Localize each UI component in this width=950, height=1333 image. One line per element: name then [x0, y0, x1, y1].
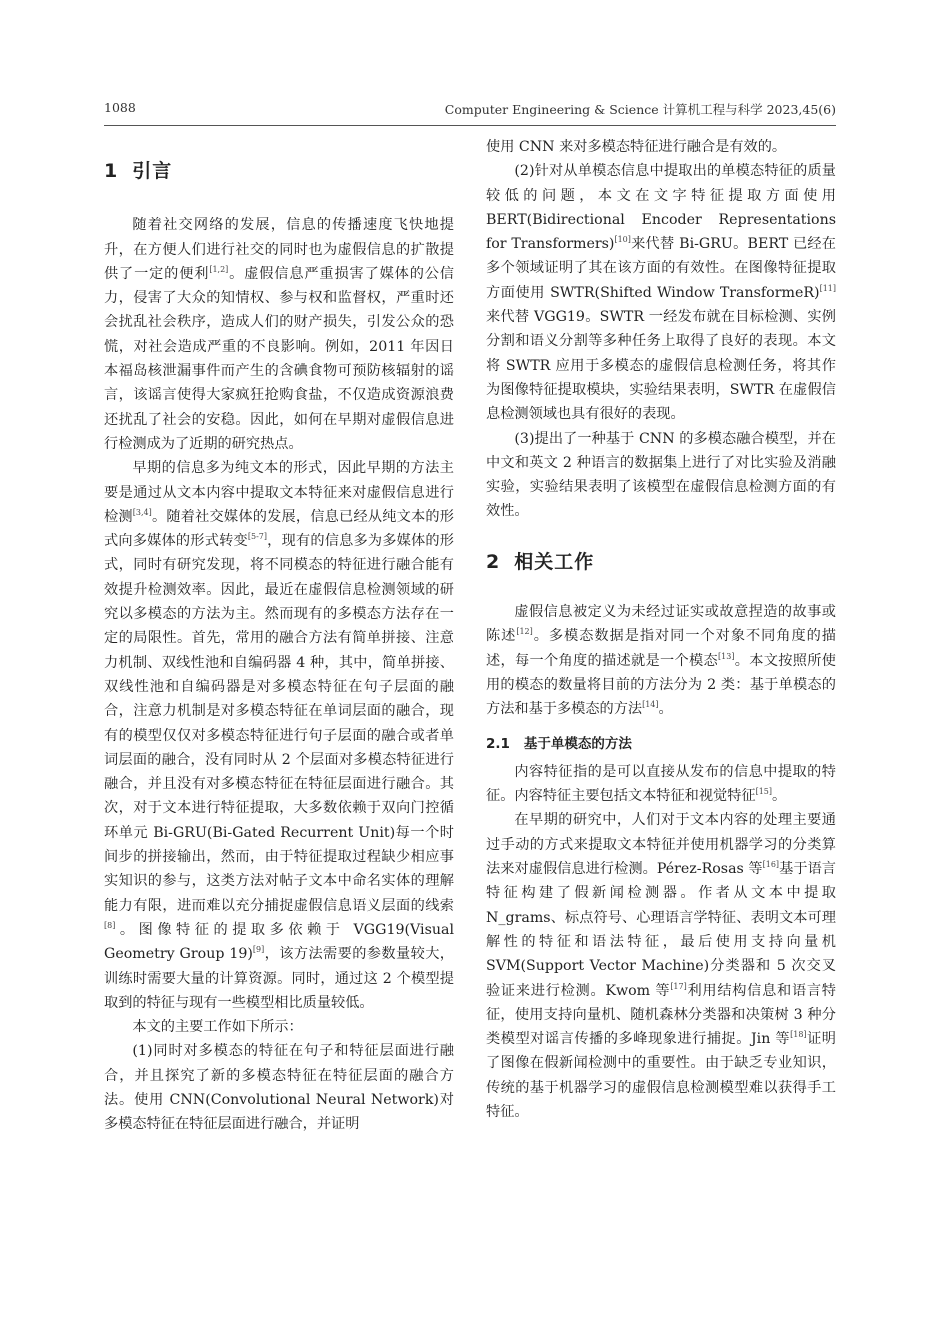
- paragraph: 内容特征指的是可以直接从发布的信息中提取的特征。内容特征主要包括文本特征和视觉特征[15]。: [486, 763, 836, 805]
- citation: [14]: [642, 700, 659, 710]
- right-column: [486, 135, 836, 1124]
- citation: [3,4]: [132, 507, 152, 517]
- section-title: 引言: [132, 160, 173, 182]
- citation: [8]: [104, 920, 116, 930]
- journal-info: Computer Engineering & Science 计算机工程与科学 2023,45(6): [444, 102, 836, 117]
- header-rule: [104, 125, 836, 126]
- section-number: 1: [104, 160, 119, 182]
- page-number: 1088: [104, 100, 136, 115]
- section-2-heading: [486, 550, 836, 574]
- paragraph: 随着社交网络的发展，信息的传播速度飞快地提升，在方便人们进行社交的同时也为虚假信息的扩散提供了一定的便利[1,2]。虚假信息严重损害了媒体的公信力，侵害了大众的知情权、参与权和监督权，严重时还会扰乱社会秩序，造成人们的财产损失，引发公众的恐慌，对社会造成严重的不良影响。例如，2011 年因日本福岛核泄漏事件而产生的含碘食物可预防核辐射的谣言，该谣言使得大家疯狂抢购食盐，不仅造成资源浪费还扰乱了社会的安稳。因此，如何在早期对虚假信息进行检测成为了近期的研究热点。: [104, 217, 454, 452]
- subsection-2-1-heading: [486, 732, 836, 756]
- citation: [18]: [790, 1030, 807, 1040]
- citation: [9]: [252, 945, 265, 955]
- paragraph: (3)提出了一种基于 CNN 的多模态融合模型，并在中文和英文 2 种语言的数据集上进行了对比实验及消融实验，实验结果表明了该模型在虚假信息检测方面的有效性。: [486, 430, 836, 520]
- citation: [12]: [516, 627, 533, 637]
- left-column: [104, 135, 454, 1137]
- citation: [15]: [755, 787, 772, 797]
- section-number: 2: [486, 550, 501, 573]
- section-1-heading: [104, 159, 454, 183]
- section-title: 相关工作: [514, 550, 595, 573]
- citation: [11]: [819, 283, 836, 293]
- paragraph: 本文的主要工作如下所示：: [132, 1019, 303, 1036]
- citation: [13]: [718, 651, 735, 661]
- citation: [1,2]: [209, 264, 229, 274]
- running-header: [104, 100, 836, 122]
- paragraph: (1)同时对多模态的特征在句子和特征层面进行融合，并且探究了新的多模态特征在特征层面的融合方法。使用 CNN(Convolutional Neural Network)对多模态特征在特征层面进行融合，并证明: [104, 1043, 454, 1133]
- subsection-title: 基于单模态的方法: [523, 735, 632, 752]
- paragraph: 使用 CNN 来对多模态特征进行融合是有效的。: [486, 139, 787, 155]
- citation: [5-7]: [247, 532, 267, 542]
- subsection-number: 2.1: [486, 735, 510, 752]
- citation: [16]: [762, 860, 780, 870]
- paragraph: 早期的信息多为纯文本的形式，因此早期的方法主要是通过从文本内容中提取文本特征来对虚假信息进行检测[3,4]。随着社交媒体的发展，信息已经从纯文本的形式向多媒体的形式转变[5-7]，现有的信息多为多媒体的形式，同时有研究发现，将不同模态的特征进行融合能有效提升检测效率。因此，最近在虚假信息检测领域的研究以多模态的方法为主。然而现有的多模态方法存在一定的局限性。首先，常用的融合方法有简单拼接、注意力机制、双线性池和自编码器 4 种，其中，简单拼接、双线性池和自编码器是对多模态特征在句子层面的融合，注意力机制是对多模态特征在单词层面的融合，现有的模型仅仅对多模态特征进行句子层面的融合或者单词层面的融合，没有同时从 2 个层面对多模态特征进行融合，并且没有对多模态特征在特征层面进行融合。其次，对于文本进行特征提取，大多数依赖于双向门控循环单元 Bi-GRU(Bi-Gated Recurrent Unit)每一个时间步的拼接输出，然而，由于特征提取过程缺少相应事实知识的参与，这类方法对帖子文本中命名实体的理解能力有限，进而难以充分捕捉虚假信息语义层面的线索[8]。图像特征的提取多依赖于 VGG19(Visual Geometry Group 19)[9]，该方法需要的参数量较大，训练时需要大量的计算资源。同时，通过这 2 个模型提取到的特征与现有一些模型相比质量较低。: [104, 460, 454, 1011]
- paragraph: 虚假信息被定义为未经过证实或故意捏造的故事或陈述[12]。多模态数据是指对同一个对象不同角度的描述，每一个角度的描述就是一个模态[13]。本文按照所使用的模态的数量将目前的方法分为 2 类：基于单模态的方法和基于多模态的方法[14]。: [486, 604, 836, 718]
- paragraph: 在早期的研究中，人们对于文本内容的处理主要通过手动的方式来提取文本特征并使用机器学习的分类算法来对虚假信息进行检测。Pérez-Rosas 等[16]基于语言特征构建了假新闻检测器。作者从文本中提取 N_grams、标点符号、心理语言学特征、表明文本可理解性的特征和语法特征，最后使用支持向量机 SVM(Support Vector Machine)分类器和 5 次交叉验证来进行检测。Kwom 等[17]利用结构信息和语言特征，使用支持向量机、随机森林分类器和决策树 3 种分类模型对谣言传播的多峰现象进行捕捉。Jin 等[18]证明了图像在假新闻检测中的重要性。由于缺乏专业知识，传统的基于机器学习的虚假信息检测模型难以获得手工特征。: [486, 812, 836, 1120]
- citation: [17]: [670, 981, 687, 991]
- paragraph: (2)针对从单模态信息中提取出的单模态特征的质量较低的问题，本文在文字特征提取方面使用 BERT(Bidirectional Encoder Representations for Transformers)[10]来代替 Bi-GRU。BERT 已经在多个领域证明了其在该方面的有效性。在图像特征提取方面使用 SWTR(Shifted Window TransformeR)[11]来代替 VGG19。SWTR 一经发布就在目标检测、实例分割和语义分割等多种任务上取得了良好的表现。本文将 SWTR 应用于多模态的虚假信息检测任务，将其作为图像特征提取模块，实验结果表明，SWTR 在虚假信息检测领域也具有很好的表现。: [486, 163, 836, 423]
- citation: [10]: [614, 235, 631, 245]
